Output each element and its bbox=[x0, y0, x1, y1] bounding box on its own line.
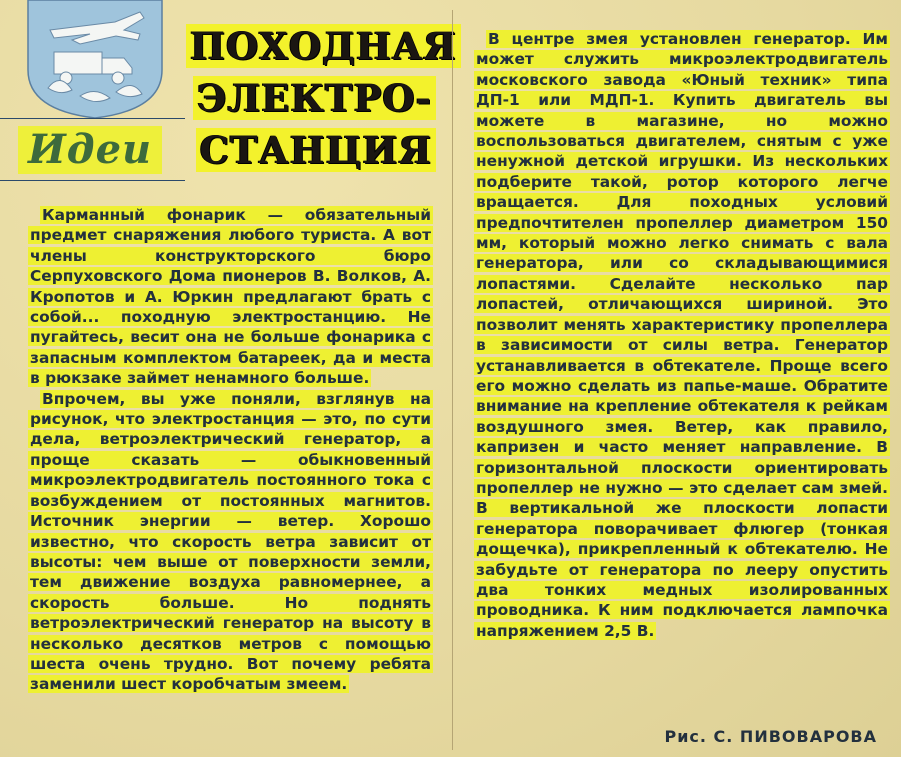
article-left-column bbox=[28, 205, 433, 695]
section-label-block bbox=[0, 118, 185, 198]
paragraph: В центре змея установлен генератор. Им может служить микроэлектродвигатель московского завода «Юный техник» типа ДП-1 или МДП-1. Купить двигатель вы можете в магазине, но можно воспользоваться двигателем, снятым с уже ненужной детской игрушки. Из нескольких подберите такой, ротор которого легче вращается. Для походных условий предпочтителен пропеллер диаметром 150 мм, который можно легко снимать с вала генератора, или со складывающимися лопастями. Сделайте несколько пар лопастей, отличающихся шириной. Это позволит менять характеристику пропеллера в зависимости от силы ветра. Генератор устанавливается в обтекателе. Проще всего его можно сделать из папье-маше. Обратите внимание на крепление обтекателя к рейкам воздушного змея. Ветер, как правило, капризен и часто меняет направление. В горизонтальной плоскости ориентировать пропеллер не нужно — это сделает сам змей. В вертикальной же плоскости лопасти генератора поворачивает флюгер (тонкая дощечка), прикрепленный к обтекателю. Не забудьте от генератора по лееру опустить два тонких медных изолированных проводника. К ним подключается лампочка напряжением 2,5 В. bbox=[476, 30, 888, 640]
title-line-3: СТАНЦИЯ bbox=[186, 124, 436, 176]
article-right-column bbox=[474, 29, 890, 641]
illustration-credit: Рис. С. ПИВОВАРОВА bbox=[664, 727, 877, 746]
column-divider bbox=[452, 10, 453, 750]
title-line-1: ПОХОДНАЯ bbox=[186, 20, 436, 72]
paragraph: Впрочем, вы уже поняли, взглянув на рисунок, что электростанция — это, по сути дела, ветроэлектрический генератор, а проще сказать — обыкновенный микроэлектродвигатель постоянного тока с возбуждением от постоянных магнитов. Источник энергии — ветер. Хорошо известно, что скорость ветра зависит от высоты: чем выше от поверхности земли, тем движение воздуха равномернее, а скорость больше. Но поднять ветроэлектрический генератор на высоту в несколько десятков метров с помощью шеста очень трудно. Вот почему ребята заменили шест коробчатым змеем. bbox=[30, 389, 431, 694]
paragraph: Карманный фонарик — обязательный предмет снаряжения любого туриста. А вот члены конструкторского бюро Серпуховского Дома пионеров В. Волков, А. Кропотов и А. Юркин предлагают брать с собой... походную электростанцию. Не пугайтесь, весит она не больше фонарика с запасным комплектом батареек, да и места в рюкзаке займет ненамного больше. bbox=[30, 206, 431, 388]
section-label: Идеи bbox=[18, 126, 162, 174]
section-rule-top bbox=[0, 118, 185, 119]
article-title bbox=[186, 20, 457, 176]
ideas-emblem-icon bbox=[20, 0, 170, 120]
title-line-2: ЭЛЕКТРО- bbox=[186, 72, 436, 124]
section-rule-bottom bbox=[0, 180, 185, 181]
